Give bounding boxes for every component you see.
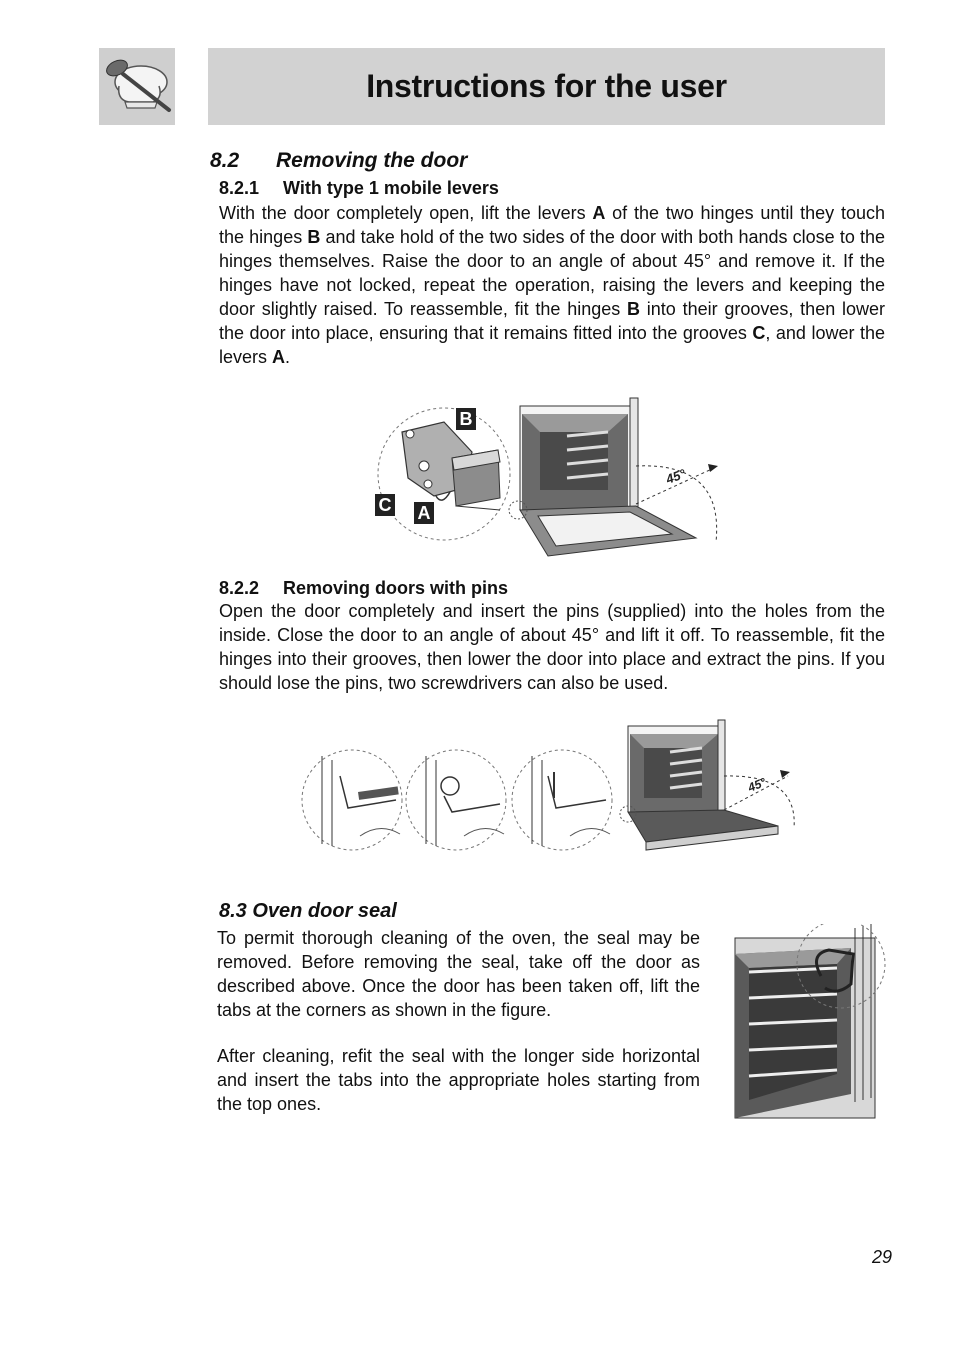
angle-label: 45° (745, 774, 768, 795)
page-title: Instructions for the user (366, 68, 727, 104)
pin-detail-1 (302, 750, 402, 850)
page-number: 29 (871, 1247, 892, 1267)
paragraph-8-2-1: With the door completely open, lift the levers A of the two hinges until they touch the hinges B and take hold of the two sides of the door with both hands close to the hinges themselves. Raise the door to an angle of about 45° and remove it. If the hinges have not locked, repeat the operation, raising the levers and keeping the door slightly raised. To reassemble, fit the hinges B into their grooves, then lower the door into place, ensuring that it remains fitted into the grooves C, and lower the levers A. (219, 203, 886, 367)
label-c: C (752, 323, 766, 343)
pin-detail-2 (406, 750, 506, 850)
figure-door-removal-pins (300, 716, 810, 856)
subsection-number: 8.2.2 (219, 578, 260, 598)
chef-hat-spoon-icon (99, 48, 175, 125)
subsection-heading-8-2-2 (219, 578, 508, 599)
logo (99, 48, 175, 125)
figure-door-removal-levers (372, 392, 734, 570)
label-b: B (307, 227, 321, 247)
subsection-title: Removing doors with pins (283, 578, 509, 598)
figure-label-a: A (417, 503, 431, 523)
label-b: B (627, 299, 641, 319)
figure-oven-seal (733, 924, 889, 1124)
section-number: 8.2 (210, 149, 240, 172)
section-heading-8-2 (210, 149, 467, 173)
figure-label-b: B (459, 409, 473, 429)
section-heading-8-3: 8.3 Oven door seal (219, 900, 397, 922)
angle-label: 45° (663, 465, 688, 487)
label-a: A (592, 203, 606, 223)
subsection-title: With type 1 mobile levers (283, 178, 499, 198)
paragraph-8-3-1: To permit thorough cleaning of the oven, the seal may be removed. Before removing the seal, take off the door as described above. Once the door has been taken off, lift the tabs at the corners as shown in the figure. (217, 928, 700, 1020)
subsection-number: 8.2.1 (219, 178, 260, 198)
pin-detail-3 (512, 750, 612, 850)
figure-label-c: C (378, 495, 392, 515)
paragraph-8-2-2: Open the door completely and insert the pins (supplied) into the holes from the inside. Close the door to an angle of about 45° and lift it off. To reassemble, fit the hinges into their grooves, then lower the door into place and extract the pins. If you should lose the pins, two screwdrivers can also be used. (219, 601, 885, 693)
label-a: A (272, 347, 286, 367)
paragraph-8-3-2: After cleaning, refit the seal with the longer side horizontal and insert the tabs into the appropriate holes starting from the top ones. (217, 1046, 700, 1114)
header-bar (208, 48, 885, 125)
section-title: Removing the door (276, 149, 468, 172)
subsection-heading-8-2-1 (219, 178, 499, 199)
